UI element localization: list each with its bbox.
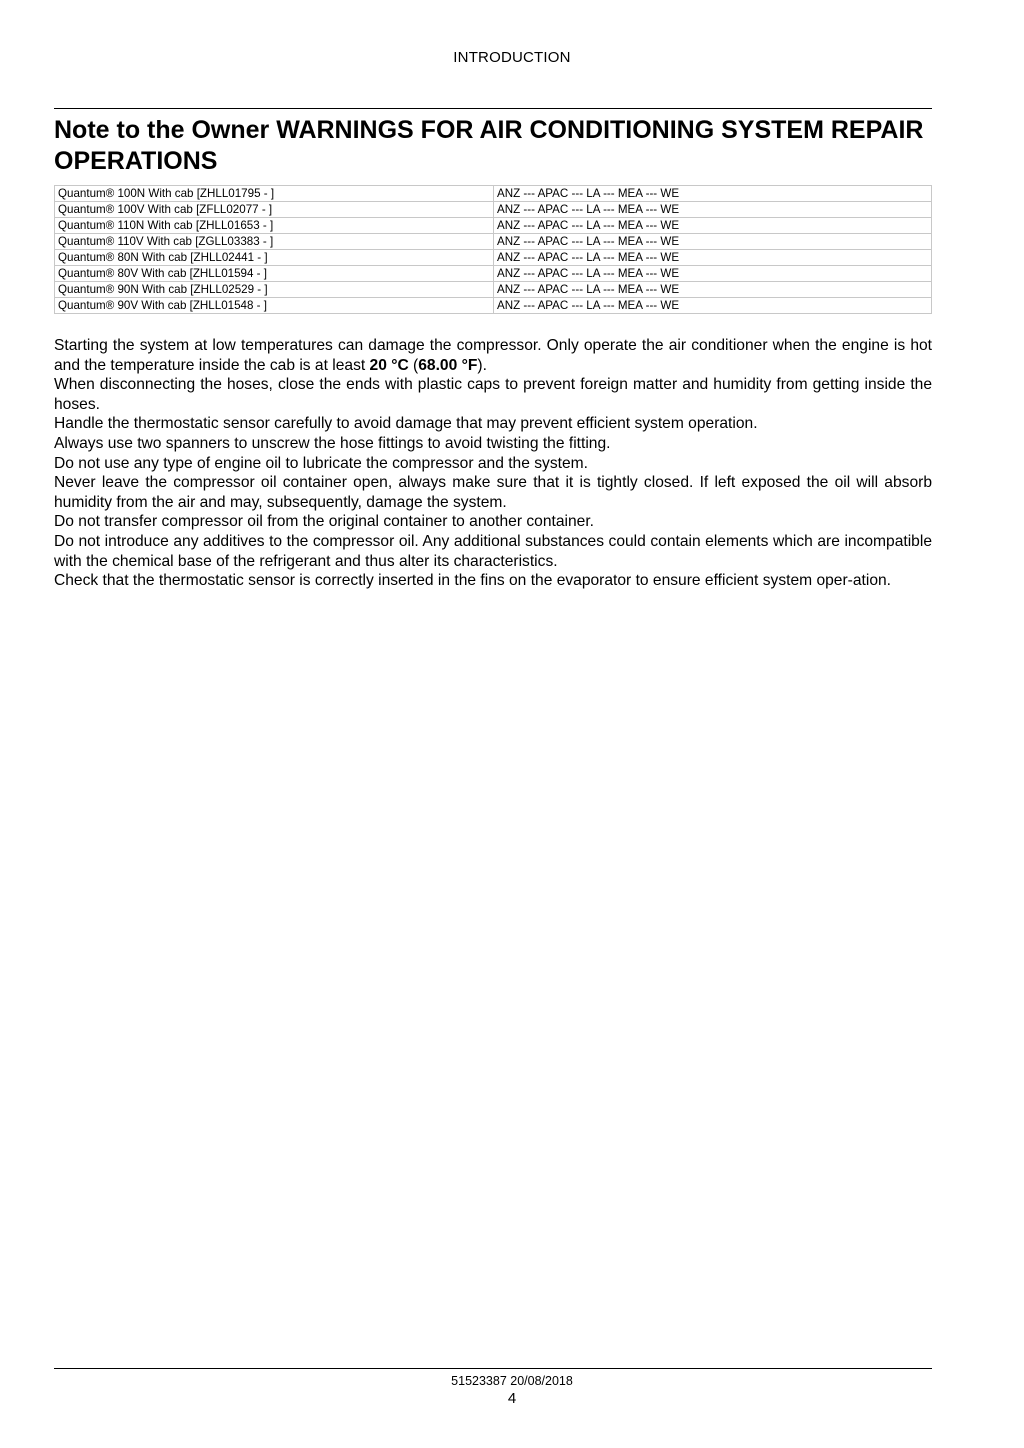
region-cell: ANZ --- APAC --- LA --- MEA --- WE xyxy=(494,218,932,234)
table-row xyxy=(55,218,932,234)
temperature-celsius: 20 °C xyxy=(369,356,409,374)
warning-text: ). xyxy=(477,356,487,374)
region-cell: ANZ --- APAC --- LA --- MEA --- WE xyxy=(494,202,932,218)
table-row xyxy=(55,186,932,202)
model-cell: Quantum® 100V With cab [ZFLL02077 - ] xyxy=(55,202,494,218)
region-cell: ANZ --- APAC --- LA --- MEA --- WE xyxy=(494,250,932,266)
region-cell: ANZ --- APAC --- LA --- MEA --- WE xyxy=(494,282,932,298)
page-number: 4 xyxy=(507,1390,517,1407)
model-applicability-table xyxy=(54,185,932,314)
warning-paragraph-spanners: Always use two spanners to unscrew the hose fittings to avoid twisting the fitting. xyxy=(54,434,611,452)
warning-paragraph-additives: Do not introduce any additives to the compressor oil. Any additional substances could contain elements which are incompatible with the chemical base of the refrigerant and thus alter its characteristics. xyxy=(54,532,932,570)
model-cell: Quantum® 80V With cab [ZHLL01594 - ] xyxy=(55,266,494,282)
warning-paragraph-sensor-handling: Handle the thermostatic sensor carefully to avoid damage that may prevent efficient system operation. xyxy=(54,415,758,433)
warning-text: Starting the system at low temperatures can damage the compressor. Only operate the air conditioner when the engine is hot and the temperature inside the cab is at least xyxy=(54,337,932,374)
warnings-body xyxy=(54,336,932,591)
temperature-fahrenheit: 68.00 °F xyxy=(418,356,478,374)
table-row xyxy=(55,234,932,250)
warning-paragraph-oil-container: Never leave the compressor oil container open, always make sure that it is tightly closed. If left exposed the oil will absorb humidity from the air and may, subsequently, damage the system. xyxy=(54,474,932,511)
model-cell: Quantum® 90V With cab [ZHLL01548 - ] xyxy=(55,298,494,314)
region-cell: ANZ --- APAC --- LA --- MEA --- WE xyxy=(494,234,932,250)
header-rule xyxy=(54,108,932,109)
warning-paragraph-low-temperature xyxy=(54,336,932,375)
table-row xyxy=(55,282,932,298)
warning-paragraph-engine-oil: Do not use any type of engine oil to lubricate the compressor and the system. xyxy=(54,454,588,472)
table-row xyxy=(55,202,932,218)
model-cell: Quantum® 100N With cab [ZHLL01795 - ] xyxy=(55,186,494,202)
model-cell: Quantum® 110V With cab [ZGLL03383 - ] xyxy=(55,234,494,250)
region-cell: ANZ --- APAC --- LA --- MEA --- WE xyxy=(494,266,932,282)
model-cell: Quantum® 80N With cab [ZHLL02441 - ] xyxy=(55,250,494,266)
running-header: INTRODUCTION xyxy=(453,49,571,66)
region-cell: ANZ --- APAC --- LA --- MEA --- WE xyxy=(494,186,932,202)
warning-paragraph-oil-transfer: Do not transfer compressor oil from the original container to another container. xyxy=(54,513,594,531)
warning-paragraph-sensor-insertion: Check that the thermostatic sensor is correctly inserted in the fins on the evaporator to ensure efficient system oper-ation. xyxy=(54,572,891,590)
table-row xyxy=(55,298,932,314)
region-cell: ANZ --- APAC --- LA --- MEA --- WE xyxy=(494,298,932,314)
document-code: 51523387 20/08/2018 xyxy=(451,1374,573,1388)
model-cell: Quantum® 90N With cab [ZHLL02529 - ] xyxy=(55,282,494,298)
warning-text: ( xyxy=(408,356,419,374)
warning-paragraph-hoses: When disconnecting the hoses, close the ends with plastic caps to prevent foreign matter and humidity from getting inside the hoses. xyxy=(54,376,932,413)
footer-rule xyxy=(54,1368,932,1369)
table-row xyxy=(55,250,932,266)
model-cell: Quantum® 110N With cab [ZHLL01653 - ] xyxy=(55,218,494,234)
table-row xyxy=(55,266,932,282)
page-title: Note to the Owner WARNINGS FOR AIR CONDITIONING SYSTEM REPAIR OPERATIONS xyxy=(54,116,924,175)
